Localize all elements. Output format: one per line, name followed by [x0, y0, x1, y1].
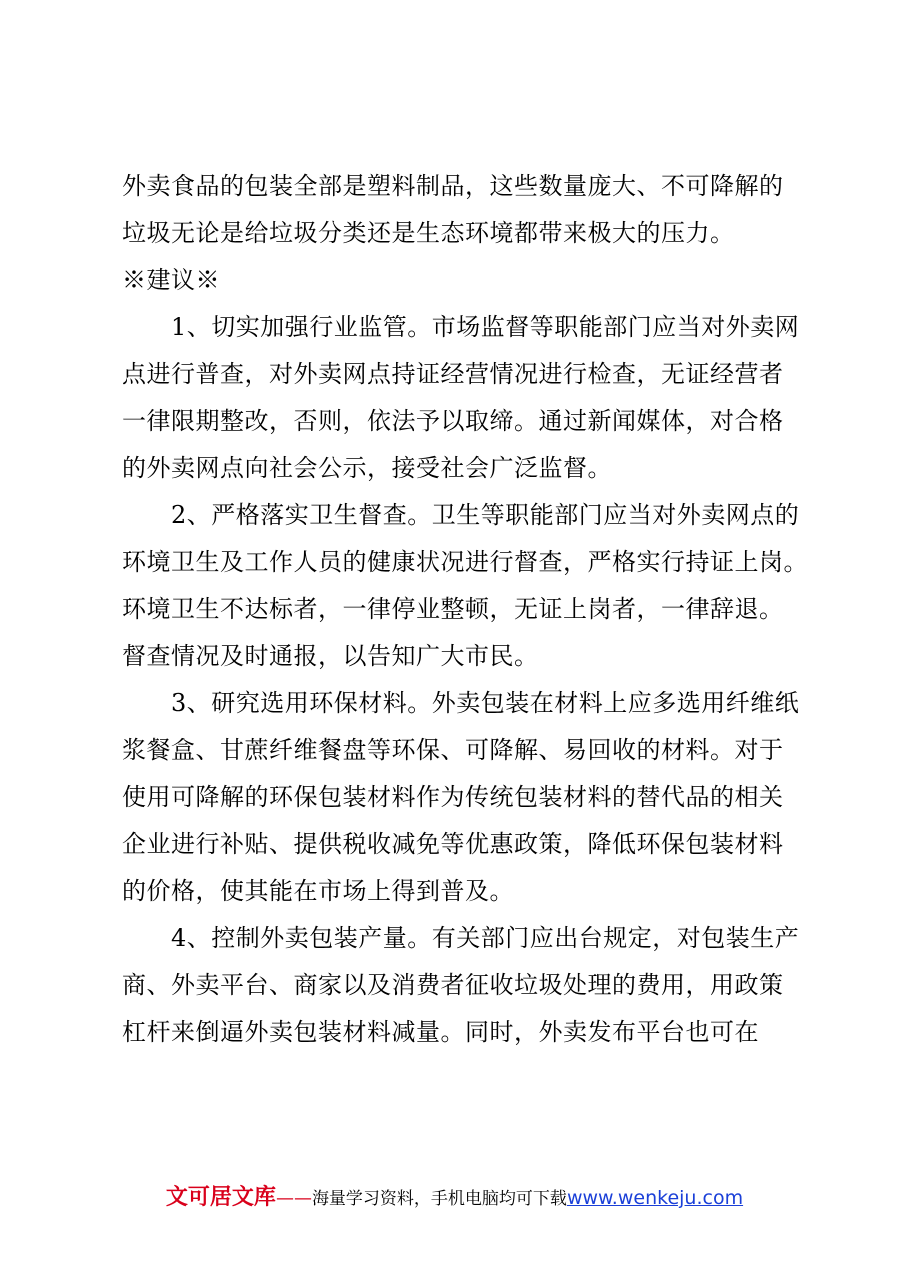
body-line: 4、控制外卖包装产量。有关部门应出台规定，对包装生产 — [122, 924, 800, 952]
footer-dash: —— — [275, 1188, 312, 1209]
body-line: 督查情况及时通报，以告知广大市民。 — [122, 642, 539, 670]
body-line: 的价格，使其能在市场上得到普及。 — [122, 877, 514, 905]
body-line: 一律限期整改，否则，依法予以取缔。通过新闻媒体，对合格 — [122, 407, 784, 435]
body-line: 杠杆来倒逼外卖包装材料减量。同时，外卖发布平台也可在 — [122, 1018, 759, 1046]
body-line: 环境卫生不达标者，一律停业整顿，无证上岗者，一律辞退。 — [122, 595, 784, 623]
body-line: 浆餐盒、甘蔗纤维餐盘等环保、可降解、易回收的材料。对于 — [122, 736, 784, 764]
body-line: 使用可降解的环保包装材料作为传统包装材料的替代品的相关 — [122, 783, 784, 811]
body-line: 3、研究选用环保材料。外卖包装在材料上应多选用纤维纸 — [122, 689, 800, 717]
footer-brand: 文可居文库 — [165, 1185, 276, 1210]
body-line: 外卖食品的包装全部是塑料制品，这些数量庞大、不可降解的 — [122, 172, 784, 200]
body-line: 企业进行补贴、提供税收减免等优惠政策，降低环保包装材料 — [122, 830, 784, 858]
body-line: 垃圾无论是给垃圾分类还是生态环境都带来极大的压力。 — [122, 219, 735, 247]
footer-url-link[interactable]: www.wenkeju.com — [566, 1187, 744, 1209]
body-line: 2、严格落实卫生督查。卫生等职能部门应当对外卖网点的 — [122, 501, 800, 529]
body-line: 点进行普查，对外卖网点持证经营情况进行检查，无证经营者 — [122, 360, 784, 388]
footer-tagline: 海量学习资料，手机电脑均可下载 — [311, 1189, 567, 1209]
document-body — [122, 163, 808, 1056]
section-heading: ※建议※ — [122, 266, 220, 294]
footer-banner — [0, 1180, 909, 1211]
body-line: 的外卖网点向社会公示，接受社会广泛监督。 — [122, 454, 612, 482]
body-line: 商、外卖平台、商家以及消费者征收垃圾处理的费用，用政策 — [122, 971, 784, 999]
body-line: 1、切实加强行业监管。市场监督等职能部门应当对外卖网 — [122, 313, 800, 341]
body-line: 环境卫生及工作人员的健康状况进行督查，严格实行持证上岗。 — [122, 548, 808, 576]
